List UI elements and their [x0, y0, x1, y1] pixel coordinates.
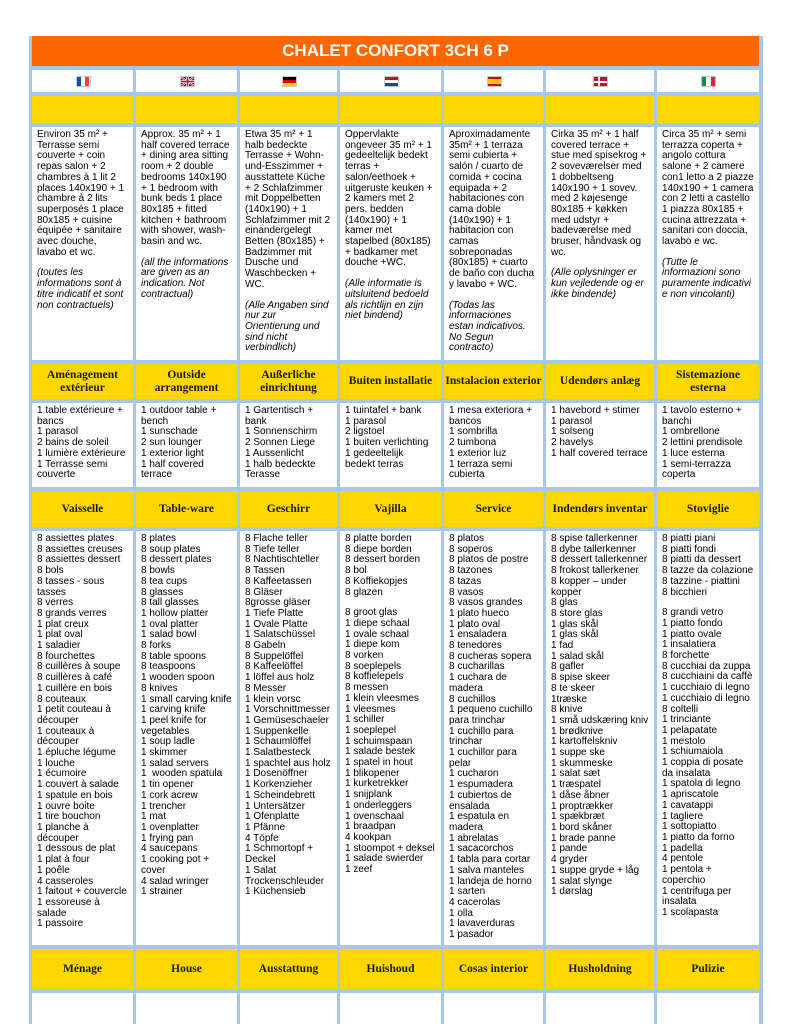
disclaimer-note: (all the informations are given as an indication. Not contractual) — [141, 256, 232, 300]
flag-icon[interactable] — [593, 76, 608, 87]
outdoor-header: Sistemazione esterna — [657, 364, 759, 399]
flag-cell[interactable] — [340, 70, 441, 92]
yellow-band — [240, 96, 337, 123]
tableware-header: Service — [444, 491, 543, 527]
description-text: Etwa 35 m² + 1 halb bedeckte Terrasse + Wohn-und-Esszimmer + ausstattete Küche + 2 Schlafzimmer mit Doppelbetten (140x190) + 1 Schlafzimmer mit 2 einandergelegt Betten (80x185) + Badzimmer mit Dusche und Waschbecken + WC. — [245, 129, 333, 290]
tableware-items — [240, 531, 337, 945]
page-title: CHALET CONFORT 3CH 6 P — [32, 36, 759, 66]
flag-icon[interactable] — [487, 76, 502, 87]
description-cell — [32, 127, 133, 360]
flag-cell[interactable] — [240, 70, 337, 92]
outdoor-items: 1 outdoor table + bench 1 sunschade 2 sun lounger 1 exterior light 1 half covered terrace — [136, 403, 237, 487]
yellow-band — [340, 96, 441, 123]
outdoor-items: 1 havebord + stimer 1 parasol 1 solseng 2 havelys 1 half covered terrace — [546, 403, 654, 487]
description-cell — [546, 127, 654, 360]
flag-cell[interactable] — [136, 70, 237, 92]
outdoor-items: 1 table extérieure + bancs 1 parasol 2 bains de soleil 1 lumière extérieure 1 Terrasse semi couverte — [32, 403, 133, 487]
tableware-items — [657, 531, 759, 945]
flag-icon[interactable] — [282, 76, 297, 87]
flag-icon[interactable] — [180, 76, 195, 87]
description-text: Approx. 35 m² + 1 half covered terrace + dining area sitting room + 2 double bedrooms 140x190 + 1 bedroom with bunk beds 1 place 80x185 + fitted kitchen + bathroom with shower, wash-basin and wc. — [141, 129, 233, 248]
housekeeping-header: Ausstattung — [240, 949, 337, 989]
outdoor-items: 1 tuintafel + bank 1 parasol 2 ligstoel 1 buiten verlichting 1 gedeeltelijk bedekt terras — [340, 403, 441, 487]
description-cell — [340, 127, 441, 360]
tableware-list: 8 piatti piani 8 piatti fondi 8 piatti da dessert 8 tazze da colazione 8 tazzine - piattini 8 bicchieri — [662, 533, 754, 598]
description-cell — [444, 127, 543, 360]
tableware-items — [444, 531, 543, 945]
outdoor-items: 1 Gartentisch + bank 1 Sonnenschirm 2 Sonnen Liege 1 Aussenlicht 1 halb bedeckte Terasse — [240, 403, 337, 487]
outdoor-header: Instalacion exterior — [444, 364, 543, 399]
tableware-items — [136, 531, 237, 945]
housekeeping-header: Ménage — [32, 949, 133, 989]
tableware-list-continued: 8 grandi vetro 1 piatto fondo 1 piatto ovale 1 insalatiera 8 forchette 8 cucchiai da zuppa 8 cucchiaini da caffè 1 cucchiaio di legno 1 cucchiaio di legno 8 coltelli 1 trinciante 1 pelapatate 1 mestolo 1 schiumaiola 1 coppia di posate da insalata 1 spatola di legno 1 apriscatole 1 cavatappi 1 tagliere 1 sottopiatto 1 piatto da forno 1 padella 4 pentole 1 pentola + coperchio 1 centrifuga per insalata 1 scolapasta — [662, 607, 753, 918]
flag-cell[interactable] — [32, 70, 133, 92]
tableware-list: 8 plates 8 soup plates 8 dessert plates 8 bowls 8 tea cups 8 glasses 8 tall glasses 1 hollow platter 1 oval platter 1 salad bowl 8 forks 8 table spoons 8 teaspoons 1 wooden spoon 8 knives 1 small carving knife 1 carving knife 1 peel knife for vegetables 1 soup ladle 1 skimmer 1 salad servers 1 wooden spatula 1 tin opener 1 cork acrew 1 trencher 1 mat 1 ovenplatter 1 frying pan 4 saucepans 1 cooking pot + cover 4 salad wringer 1 strainer — [141, 533, 232, 898]
housekeeping-header: Husholdning — [546, 949, 654, 989]
disclaimer-note: (toutes les informations sont à titre indicatif et sont non contractuels) — [37, 267, 126, 311]
yellow-band — [657, 96, 759, 123]
disclaimer-note: (Alle oplysninger er kun vejledende og er ikke bindende) — [551, 267, 647, 300]
disclaimer-note: (Tutte le informazioni sono puramente indicativi e non vincolanti) — [662, 256, 754, 300]
yellow-band — [136, 96, 237, 123]
flag-icon[interactable] — [76, 76, 91, 87]
next-section-cell — [657, 993, 759, 1024]
tableware-list-continued: 8 groot glas 1 diepe schaal 1 ovale schaal 1 diepe kom 8 vorken 8 soeplepels 8 koffielepels 8 messen 1 klein vleesmes 1 vleesmes 1 schiller 1 soeplepel 1 schuimspaan 1 salade bestek 1 spatel in hout 1 blikopener 1 kurketrekker 1 snijplank 1 onderleggers 1 ovenschaal 1 braadpan 4 kookpan 1 stoompot + deksel 1 salade swierder 1 zeef — [345, 607, 435, 876]
tableware-list: 8 platos 8 soperos 8 platos de postre 8 tazones 8 tazas 8 vasos 8 vasos grandes 1 plato hueco 1 plato oval 1 ensaladera 8 tenedores 8 cucheras sopera 8 cucharillas 1 cuchara de madera 8 cuchillos 1 pequeno cuchillo para trinchar 1 cuchillo para trinchar 1 cuchillor para pelar 1 cucharon 1 espumadera 1 cubiertos de ensalada 1 espatula en madera 1 abrelatas 1 sacacorchos 1 tabla para cortar 1 salva manteles 1 landeja de horno 1 sarten 4 cacerolas 1 olla 1 lavaverduras 1 pasador — [449, 533, 533, 941]
yellow-band — [546, 96, 654, 123]
description-text: Environ 35 m² + Terrasse semi couverte + coin repas salon + 2 chambres à 1 lit 2 places 140x190 + 1 chambre à 2 lits superposés 1 place 80x185 + cuisine équipée + sanitaire avec douche, lavabo et wc. — [37, 129, 127, 258]
flag-icon[interactable] — [701, 76, 716, 87]
tableware-header: Table-ware — [136, 491, 237, 527]
flag-cell[interactable] — [546, 70, 654, 92]
tableware-list: 8 spise tallerkenner 8 dybe tallerkenner 8 dessert tallerkenner 8 frokost tallerkener 8 kopper – under kopper 8 glas 8 store glas 1 glas skål 1 glas skål 1 fad 1 salad skål 8 gafler 8 spise skeer 8 te skeer 1træske 8 knive 1 små udskæring kniv 1 brødknive 1 kartoffelskniv 1 suppe ske 1 skummeske 1 salat sæt 1 træspatel 1 dåse åbner 1 proptrækker 1 spækbræt 1 bord skåner 1 brade panne 1 pande 4 gryder 1 suppe gryde + låg 1 salat slynge 1 dørslag — [551, 533, 649, 898]
tableware-header: Vajilla — [340, 491, 441, 527]
outdoor-header: Aménagement extérieur — [32, 364, 133, 399]
tableware-list: 8 Flache teller 8 Tiefe teller 8 Nachtischteller 8 Tassen 8 Kaffeetassen 8 Gläser 8grosse gläser 1 Tiefe Platte 1 Ovale Platte 1 Salatschüssel 8 Gabeln 8 Suppelöffel 8 Kaffeelöffel 1 löffel aus holz 8 Messer 1 klein vorsc 1 Vorschnittmesser 1 Gemüseschaeler 1 Suppenkelle 1 Schaumlöffel 1 Salatbesteck 1 spachtel aus holz 1 Dosenöffner 1 Korkenzieher 1 Scheindebrett 1 Untersätzer 1 Ofenplatte 1 Pfänne 4 Töpfe 1 Schmortopf + Deckel 1 Salat Trockenschleuder 1 Küchensieb — [245, 533, 331, 898]
tableware-list: 8 platte borden 8 diepe borden 8 dessert borden 8 bol 8 Koffiekopjes 8 glazen — [345, 533, 421, 598]
housekeeping-header: Pulizie — [657, 949, 759, 989]
tableware-items — [546, 531, 654, 945]
yellow-band — [444, 96, 543, 123]
next-section-cell — [32, 993, 133, 1024]
next-section-cell — [136, 993, 237, 1024]
tableware-header: Stoviglie — [657, 491, 759, 527]
tableware-items — [32, 531, 133, 945]
housekeeping-header: Huishoud — [340, 949, 441, 989]
description-text: Oppervlakte ongeveer 35 m² + 1 gedeeltelijk bedekt terras + salon/eethoek + uitgeruste keuken + 2 kamers met 2 pers. bedden (140x190) + 1 kamer met stapelbed (80x185) + badkamer met douche +WC. — [345, 129, 436, 269]
description-text: Circa 35 m² + semi terrazza coperta + angolo cottura salone + 2 camere con1 letto a 2 piazze 140x190 + 1 camera con 2 letti a castello 1 piazza 80x185 + cucina attrezzata + sanitari con doccia, lavabo e wc. — [662, 129, 757, 248]
tableware-header: Indendørs inventar — [546, 491, 654, 527]
next-section-cell — [546, 993, 654, 1024]
description-text: Aproximadamente 35m² + 1 terraza semi cubierta + salón / cuarto de comida + cocina equipada + 2 habitaciones con cama doble (140x190) + 1 habitacion con camas sobreponadas (80x185) + cuarto de baño con ducha y lavabo + WC. — [449, 129, 537, 290]
flag-cell[interactable] — [657, 70, 759, 92]
disclaimer-note: (Todas las informaciones estan indicativos. No Segun contracto) — [449, 299, 529, 354]
description-cell — [240, 127, 337, 360]
disclaimer-note: (Alle informatie is uitsluitend bedoeld als richtlijn en zijn niet bindend) — [345, 278, 432, 322]
next-section-cell — [340, 993, 441, 1024]
flag-icon[interactable] — [384, 76, 399, 87]
description-cell — [657, 127, 759, 360]
description-text: Cirka 35 m² + 1 half covered terrace + stue med spisekrog + 2 soveværelser med 1 dobbeltseng 140x190 + 1 sovev. med 2 køjesenge 80x185 + køkken med udstyr + badeværelse med bruser, håndvask og wc. — [551, 129, 650, 258]
outdoor-items: 1 tavolo esterno + banchi 1 ombrellone 2 lettini prendisole 1 luce esterna 1 semi-terrazza coperta — [657, 403, 759, 487]
description-cell — [136, 127, 237, 360]
disclaimer-note: (Alle Angaben sind nur zur Orientierung und sind nicht verbindlich) — [245, 299, 332, 354]
tableware-list: 8 assiettes plates 8 assiettes creuses 8 assiettes dessert 8 bols 8 tasses - sous tasses 8 verres 8 grands verres 1 plat creux 1 plat oval 1 saladier 8 fourchettes 8 cuillères à soupe 8 cuillères à café 1 cuillère en bois 8 couteaux 1 petit couteau à découper 1 couteaux à découper 1 épluche légume 1 louche 1 écumoire 1 couvert à salade 1 spatule en bois 1 ouvre boite 1 tire bouchon 1 planche à découper 1 dessous de plat 1 plat à four 1 poêle 4 casseroles 1 faitout + couvercle 1 essoreuse à salade 1 passoire — [37, 533, 127, 930]
outdoor-header: Außerliche einrichtung — [240, 364, 337, 399]
outdoor-header: Outside arrangement — [136, 364, 237, 399]
housekeeping-header: House — [136, 949, 237, 989]
tableware-header: Vaisselle — [32, 491, 133, 527]
yellow-band — [32, 96, 133, 123]
tableware-items — [340, 531, 441, 945]
housekeeping-header: Cosas interior — [444, 949, 543, 989]
flag-cell[interactable] — [444, 70, 543, 92]
outdoor-items: 1 mesa exteriora + bancos 1 sombrilla 2 tumbona 1 exterior luz 1 terraza semi cubierta — [444, 403, 543, 487]
outdoor-header: Udendørs anlæg — [546, 364, 654, 399]
tableware-header: Geschirr — [240, 491, 337, 527]
outdoor-header: Buiten installatie — [340, 364, 441, 399]
next-section-cell — [444, 993, 543, 1024]
next-section-cell — [240, 993, 337, 1024]
